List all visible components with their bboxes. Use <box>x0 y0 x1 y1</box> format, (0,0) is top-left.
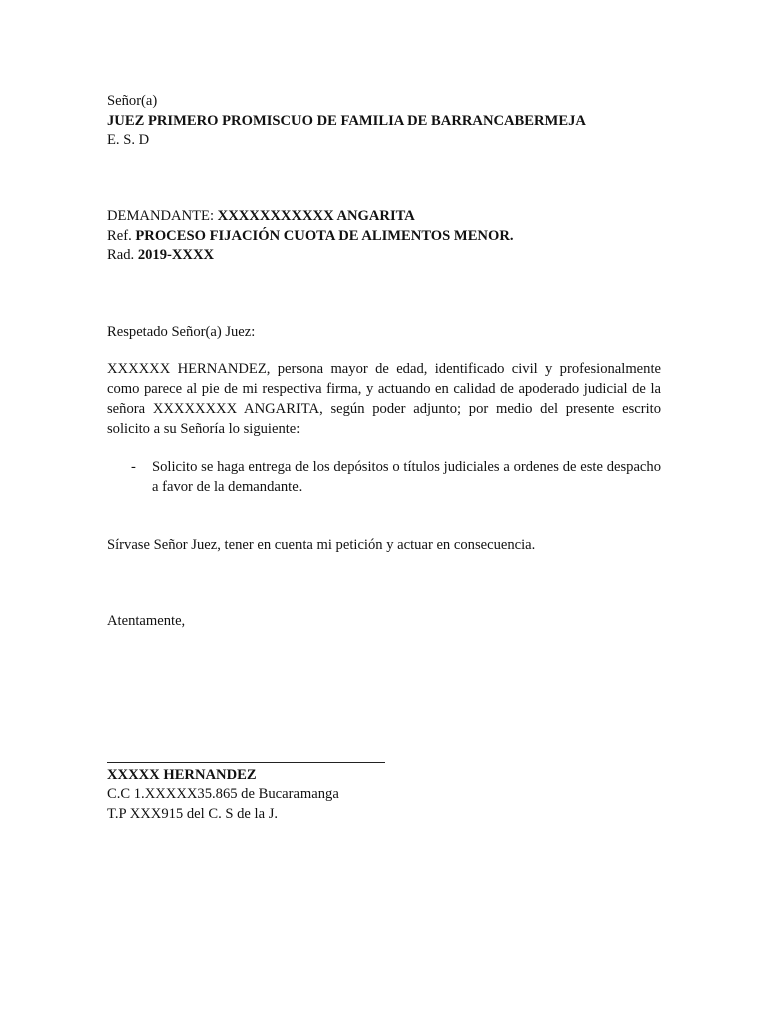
plaintiff-label: DEMANDANTE: <box>107 208 218 224</box>
ref-label: Ref. <box>107 228 136 244</box>
esd-line: E. S. D <box>107 132 150 148</box>
plaintiff-value: XXXXXXXXXXX ANGARITA <box>217 208 415 224</box>
signer-tp: T.P XXX915 del C. S de la J. <box>107 806 279 822</box>
rad-value: 2019-XXXX <box>137 247 215 263</box>
request-item: Solicito se haga entrega de los depósitos o títulos judiciales a ordenes de este despacho a favor de la demandante. <box>152 459 661 495</box>
rad-line <box>107 245 214 265</box>
signer-id: C.C 1.XXXXX35.865 de Bucaramanga <box>107 786 339 802</box>
ref-line <box>107 226 514 246</box>
salutation: Señor(a) <box>107 93 158 109</box>
plaintiff-line <box>107 206 415 226</box>
farewell: Atentamente, <box>107 613 186 629</box>
greeting: Respetado Señor(a) Juez: <box>107 324 256 340</box>
closing-request: Sírvase Señor Juez, tener en cuenta mi petición y actuar en consecuencia. <box>107 537 536 553</box>
ref-value: PROCESO FIJACIÓN CUOTA DE ALIMENTOS MENOR. <box>135 228 514 244</box>
bullet-marker: - <box>131 459 136 475</box>
signature-line <box>107 762 385 763</box>
intro-paragraph: XXXXXX HERNANDEZ, persona mayor de edad, identificado civil y profesionalmente como parece al pie de mi respectiva firma, y actuando en calidad de apoderado judicial de la señora XXXXXXXX ANGARITA, según poder adjunto; por medio del presente escrito solicito a su Señoría lo siguiente: <box>107 361 661 437</box>
rad-label: Rad. <box>107 247 138 263</box>
signer-name: XXXXX HERNANDEZ <box>107 767 257 783</box>
court-name: JUEZ PRIMERO PROMISCUO DE FAMILIA DE BARRANCABERMEJA <box>107 113 586 129</box>
